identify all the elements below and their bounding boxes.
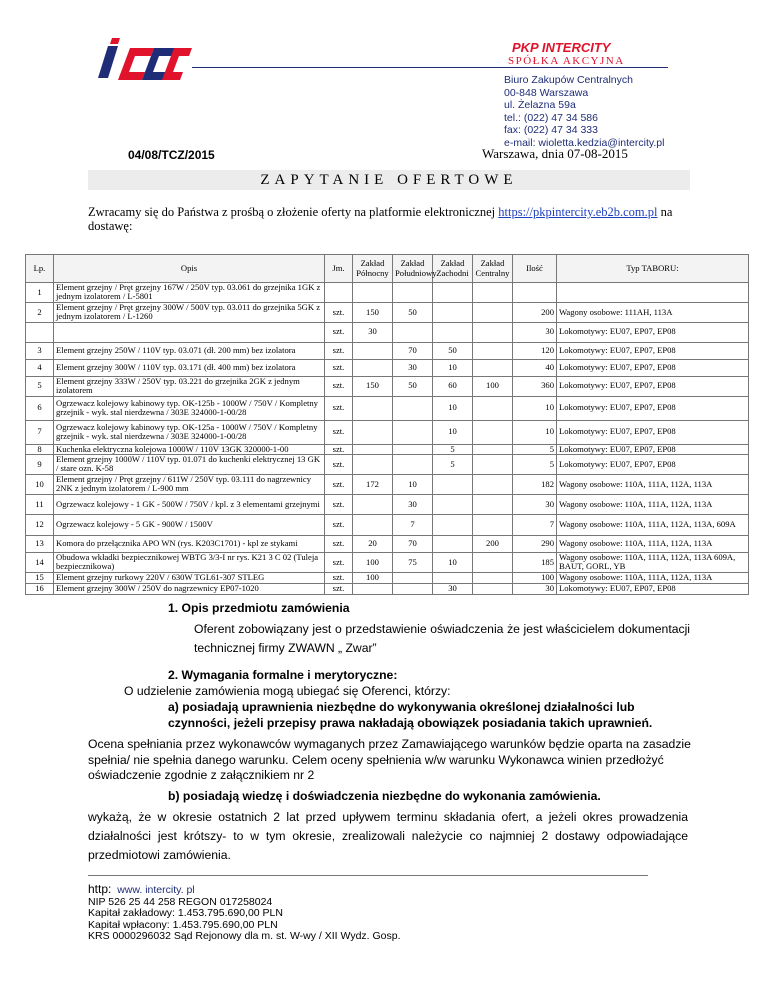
brand-sub: SPÓŁKA AKCYJNA [508,55,625,67]
section-2b: b) posiadają wiedzę i doświadczenia niezbędne do wykonania zamówienia. [168,789,601,803]
table-cell: Wagony osobowe: 110A, 111A, 112A, 113A [557,535,749,552]
table-cell: 30 [433,583,473,594]
footer-url-line [88,884,401,897]
table-cell: Element grzejny / Pręt grzejny / 611W / 250V typ. 03.111 do nagrzewnicy 2NK z jednym izolatorem / L-900 mm [54,474,325,494]
table-cell: 360 [513,376,557,396]
table-cell: szt. [325,444,353,454]
footer-url[interactable]: www. intercity. pl [117,884,195,896]
table-cell: Lokomotywy: EU07, EP07, EP08 [557,342,749,359]
table-cell: szt. [325,583,353,594]
header-cell: Zakład Północny [353,255,393,283]
address-line: fax: (022) 47 34 333 [504,124,598,137]
table-cell: 30 [513,583,557,594]
section-1-title: 1. Opis przedmiotu zamówienia [168,601,350,615]
table-cell: 70 [393,342,433,359]
table-row [26,583,749,594]
table-cell [353,342,393,359]
table-cell: Element grzejny 333W / 250V typ. 03.221 do grzejnika 2GK z jednym izolatorem [54,376,325,396]
table-cell [393,572,433,583]
table-header-row [26,255,749,283]
intro-part: na dostawę: [88,205,673,233]
table-cell [325,283,353,303]
table-cell: szt. [325,514,353,535]
document-date: Warszawa, dnia 07-08-2015 [482,146,628,161]
table-cell: szt. [325,376,353,396]
table-cell: 30 [353,322,393,342]
table-cell: 11 [26,494,54,514]
table-cell [557,283,749,303]
table-cell: 10 [433,420,473,444]
table-cell: Element grzejny rurkowy 220V / 630W TGL61-307 STLEG [54,572,325,583]
table-body [26,283,749,595]
footer-capital: Kapitał zakładowy: 1.453.795.690,00 PLN [88,907,283,920]
table-cell [353,359,393,376]
table-cell [433,514,473,535]
title-bar [88,170,690,190]
header-cell: Zakład Zachodni [433,255,473,283]
table-cell [473,322,513,342]
table-cell [54,322,325,342]
table-cell [473,494,513,514]
table-cell: Element grzejny 300W / 250V do nagrzewnicy EP07-1020 [54,583,325,594]
document-title: ZAPYTANIE OFERTOWE [260,172,518,188]
table-cell [473,444,513,454]
table-cell: 30 [393,494,433,514]
table-cell: Komora do przełącznika APO WN (rys. K203C1701) - kpl ze stykami [54,535,325,552]
table-cell: 10 [433,359,473,376]
table-cell: 8 [26,444,54,454]
table-cell: 30 [513,322,557,342]
table-cell: 2 [26,302,54,322]
table-cell: 200 [513,302,557,322]
table-row [26,474,749,494]
table-cell: szt. [325,359,353,376]
footer-rule [88,875,648,876]
table-row [26,376,749,396]
table-cell: 3 [26,342,54,359]
table-cell: 6 [26,396,54,420]
footer-capital-paid: Kapitał wpłacony: 1.453.795.690,00 PLN [88,918,278,931]
table-cell: 1 [26,283,54,303]
table-cell [473,283,513,303]
address-line: tel.: (022) 47 34 586 [504,111,598,124]
table-cell: 290 [513,535,557,552]
table-cell [353,583,393,594]
table-cell: Kuchenka elektryczna kolejowa 1000W / 110V 13GK 320000-1-00 [54,444,325,454]
table-cell: 5 [513,444,557,454]
table-cell: 16 [26,583,54,594]
table-row [26,572,749,583]
table-cell: 7 [26,420,54,444]
address-line: 00-848 Warszawa [504,86,589,99]
header-cell: Opis [54,255,325,283]
table-cell: szt. [325,552,353,572]
section-2-intro: O udzielenie zamówienia mogą ubiegać się Oferenci, którzy: [124,684,451,698]
table-cell: szt. [325,455,353,475]
http-label: http: [88,882,112,896]
table-cell [353,444,393,454]
table-cell: 13 [26,535,54,552]
table-cell [393,396,433,420]
table-cell: 7 [513,514,557,535]
table-cell [473,552,513,572]
table-cell: szt. [325,420,353,444]
table-cell: 15 [26,572,54,583]
table-cell: 12 [26,514,54,535]
table-cell: Lokomotywy: EU07, EP07, EP08 [557,455,749,475]
table-cell: 5 [26,376,54,396]
table-cell [353,514,393,535]
table-cell: 100 [353,552,393,572]
table-cell [473,396,513,420]
table-cell: szt. [325,535,353,552]
table-cell: 50 [393,302,433,322]
table-cell: Lokomotywy: EU07, EP07, EP08 [557,376,749,396]
address-line: Biuro Zakupów Centralnych [504,74,633,86]
table-cell: Lokomotywy: EU07, EP07, EP08 [557,583,749,594]
header-cell: Ilość [513,255,557,283]
table-cell: Wagony osobowe: 110A, 111A, 112A, 113A, 609A [557,514,749,535]
table-cell [433,572,473,583]
footer [88,884,401,943]
table-cell: 150 [353,302,393,322]
table-cell: 9 [26,455,54,475]
table-row [26,322,749,342]
table-cell [393,322,433,342]
table-row [26,283,749,303]
table-cell: szt. [325,322,353,342]
table-cell [473,572,513,583]
table-cell [353,494,393,514]
table-cell: Lokomotywy: EU07, EP07, EP08 [557,359,749,376]
intro-part: Zwracamy się do Państwa z prośbą o złożenie oferty na platformie elektronicznej [88,205,499,219]
items-table [25,254,749,595]
table-cell [393,283,433,303]
table-row [26,342,749,359]
header-cell: Lp. [26,255,54,283]
section-2-title: 2. Wymagania formalne i merytoryczne: [168,668,398,682]
table-cell: 185 [513,552,557,572]
table-cell: szt. [325,396,353,420]
table-row [26,535,749,552]
reference-number: 04/08/TCZ/2015 [128,148,215,162]
table-cell: Element grzejny / Pręt grzejny 300W / 500V typ. 03.011 do grzejnika 5GK z jednym izolatorem / L-1260 [54,302,325,322]
table-cell [393,420,433,444]
platform-link[interactable]: https://pkpintercity.eb2b.com.pl [498,205,658,219]
table-row [26,455,749,475]
table-cell [26,322,54,342]
table-cell [473,359,513,376]
table-cell [433,322,473,342]
table-cell: Lokomotywy: EU07, EP07, EP08 [557,420,749,444]
table-cell: 75 [393,552,433,572]
brand-name: PKP INTERCITY [512,40,611,55]
table-cell: Lokomotywy: EU07, EP07, EP08 [557,396,749,420]
table-cell [393,583,433,594]
table-cell: 100 [513,572,557,583]
table-cell: Element grzejny 1000W / 110V typ. 01.071 do kuchenki elektrycznej 13 GK / stare ozn. K-58 [54,455,325,475]
table-cell [393,444,433,454]
table-cell: 7 [393,514,433,535]
table-cell: Obudowa wkładki bezpiecznikowej WBTG 3/3-I nr rys. K21 3 C 02 (Tuleja bezpiecznikowa) [54,552,325,572]
table-cell: 4 [26,359,54,376]
footer-nip: NIP 526 25 44 258 REGON 017258024 [88,895,273,908]
table-row [26,494,749,514]
table-cell [353,283,393,303]
table-cell [353,455,393,475]
table-cell: Ogrzewacz kolejowy kabinowy typ. OK-125a - 1000W / 750V / Kompletny grzejnik - wyk. stal nierdzewna / 303E 324000-1-00/28 [54,420,325,444]
section-2a-text: Ocena spełniania przez wykonawców wymaganych przez Zamawiającego warunków będzie oparta na zasadzie spełnia/ nie spełnia danego warunku. Celem oceny spełnienia w/w warunku Wykonawca winien przedłożyć oświadczenie zgodnie z załącznikiem nr 2 [88,737,691,782]
table-row [26,359,749,376]
table-cell: 5 [433,444,473,454]
table-cell: Wagony osobowe: 110A, 111A, 112A, 113A [557,474,749,494]
table-cell: Wagony osobowe: 111AH, 113A [557,302,749,322]
table-cell: Ogrzewacz kolejowy - 5 GK - 900W / 1500V [54,514,325,535]
footer-krs: KRS 0000296032 Sąd Rejonowy dla m. st. W-wy / XII Wydz. Gosp. [88,930,401,943]
table-cell: 20 [353,535,393,552]
table-cell: 100 [353,572,393,583]
header-rule [192,67,668,68]
ic-logo [96,36,192,80]
table-cell [473,302,513,322]
table-cell: Lokomotywy: EU07, EP07, EP08 [557,444,749,454]
table-cell: 182 [513,474,557,494]
table-cell: 10 [26,474,54,494]
table-cell [473,474,513,494]
table-cell: Wagony osobowe: 110A, 111A, 112A, 113A [557,494,749,514]
address-line: e-mail: wioletta.kedzia@intercity.pl [504,136,665,149]
table-cell: 100 [473,376,513,396]
table-cell: 200 [473,535,513,552]
table-cell: Element grzejny 250W / 110V typ. 03.071 (dł. 200 mm) bez izolatora [54,342,325,359]
header-cell: Jm. [325,255,353,283]
table-cell: 40 [513,359,557,376]
section-2a: a) posiadają uprawnienia niezbędne do wykonywania określonej działalności lub czynności, jeżeli przepisy prawa nakładają obowiązek posiadania takich uprawnień. [168,700,653,730]
table-cell: szt. [325,302,353,322]
table-cell: szt. [325,494,353,514]
table-cell: 120 [513,342,557,359]
table-cell [433,535,473,552]
table-cell [433,302,473,322]
table-row [26,396,749,420]
table-cell: 172 [353,474,393,494]
table-cell: szt. [325,342,353,359]
table-cell [433,494,473,514]
table-cell: Wagony osobowe: 110A, 111A, 112A, 113A 609A, BAUT, GORL, YB [557,552,749,572]
address-block [504,74,664,150]
table-cell: 150 [353,376,393,396]
table-cell: 10 [433,396,473,420]
section-1-text: Oferent zobowiązany jest o przedstawienie oświadczenia że jest właścicielem dokumentacji technicznej firmy ZWAWN „ Zwar” [194,622,690,655]
table-cell [433,283,473,303]
table-row [26,514,749,535]
table-cell: Ogrzewacz kolejowy - 1 GK - 500W / 750V / kpl. z 3 elementami grzejnymi [54,494,325,514]
table-cell: 10 [513,420,557,444]
table-row [26,444,749,454]
table-cell: 10 [393,474,433,494]
table-cell: 60 [433,376,473,396]
table-cell: Ogrzewacz kolejowy kabinowy typ. OK-125b - 1000W / 750V / Kompletny grzejnik - wyk. stal nierdzewna / 303E 324000-1-00/28 [54,396,325,420]
table-row [26,420,749,444]
table-cell [393,455,433,475]
table-cell: szt. [325,474,353,494]
table-row [26,302,749,322]
table-cell: 30 [513,494,557,514]
table-cell [353,420,393,444]
table-cell: 5 [433,455,473,475]
table-cell: 30 [393,359,433,376]
table-cell: 70 [393,535,433,552]
table-cell: Element grzejny 300W / 110V typ. 03.171 (dł. 400 mm) bez izolatora [54,359,325,376]
intro-text [88,205,698,233]
table-cell [473,583,513,594]
table-cell: szt. [325,572,353,583]
table-cell: Wagony osobowe: 110A, 111A, 112A, 113A [557,572,749,583]
table-cell [473,455,513,475]
section-2b-text: wykażą, że w okresie ostatnich 2 lat przed upływem terminu składania ofert, a jeżeli okres prowadzenia działalności jest krótszy- to w tym okresie, zrealizowali należycie co najmniej 2 dostawy odpowiadające przedmiotowi zamówienia. [88,810,688,862]
table-cell [473,342,513,359]
table-cell: Element grzejny / Pręt grzejny 167W / 250V typ. 03.061 do grzejnika 1GK z jednym izolatorem / L-5801 [54,283,325,303]
table-cell: 10 [513,396,557,420]
address-line: ul. Żelazna 59a [504,99,576,112]
table-row [26,552,749,572]
table-cell: 5 [513,455,557,475]
table-cell: 50 [393,376,433,396]
table-cell: 50 [433,342,473,359]
header-cell: Typ TABORU: [557,255,749,283]
table-cell: 14 [26,552,54,572]
header-cell: Zakład Południowy [393,255,433,283]
table-cell: Lokomotywy: EU07, EP07, EP08 [557,322,749,342]
table-cell [473,420,513,444]
table-cell [473,514,513,535]
table-cell [433,474,473,494]
table-cell: 10 [433,552,473,572]
table-cell [513,283,557,303]
table-cell [353,396,393,420]
header-cell: Zakład Centralny [473,255,513,283]
